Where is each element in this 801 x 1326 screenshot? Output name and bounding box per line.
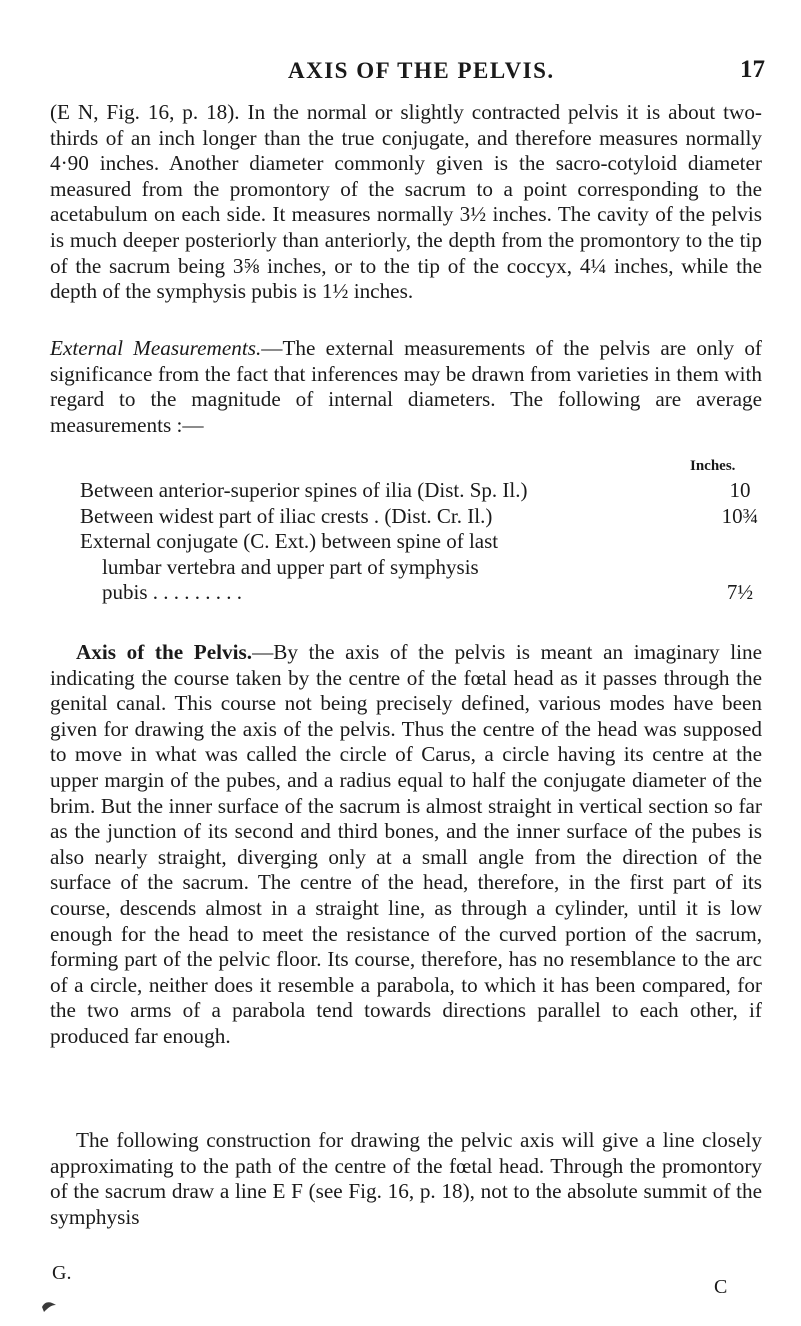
section-heading-axis-of-pelvis: Axis of the Pelvis. — [76, 640, 253, 664]
measurement-row — [80, 529, 770, 606]
paragraph-axis-of-pelvis — [50, 640, 762, 1050]
measurement-row — [80, 478, 770, 504]
fleuron-icon — [40, 1300, 58, 1314]
measurement-label-line: External conjugate (C. Ext.) between spine of last — [80, 529, 499, 554]
paragraph-axis-of-pelvis-body: —By the axis of the pelvis is meant an imaginary line indicating the course taken by the centre of the fœtal head as it passes through the genital canal. This course not being precisely defined, various modes have been given for drawing the axis of the pelvis. Thus the centre of the head was supposed to move in what was called the circle of Carus, a circle having its centre at the upper margin of the pubes, and a radius equal to half the conjugate diameter of the brim. But the inner surface of the sacrum is almost straight in vertical section so far as the junction of its second and third bones, and the inner surface of the pubes is also nearly straight, diverging only at a small angle from the direction of the surface of the sacrum. The centre of the head, therefore, in the first part of its course, descends almost in a straight line, as through a cylinder, until it is low enough for the head to meet the resistance of the curved portion of the sacrum, forming part of the pelvic floor. Its course, therefore, has no resemblance to the arc of a circle, neither does it resemble a parabola, to which it has been compared, for the two arms of a parabola tend towards directions parallel to each other, if produced far enough. — [50, 640, 762, 1048]
paragraph-diameters: (E N, Fig. 16, p. 18). In the normal or slightly contracted pelvis it is about two-thirds of an inch longer than the true conjugate, and therefore measures normally 4·90 inches. Another diameter commonly given is the sacro-cotyloid diameter measured from the promontory of the sacrum to a point corresponding to the acetabulum on each side. It measures normally 3½ inches. The cavity of the pelvis is much deeper posteriorly than anteriorly, the depth from the promontory to the tip of the sacrum being 3⅝ inches, or to the tip of the coccyx, 4¼ inches, while the depth of the symphysis pubis is 1½ inches. — [50, 100, 762, 304]
page-number: 17 — [740, 56, 765, 83]
measurements-table — [80, 478, 770, 606]
running-title: AXIS OF THE PELVIS. — [288, 58, 555, 83]
signature-mark: G. — [52, 1262, 72, 1284]
measurement-row — [80, 504, 770, 530]
paragraph-external-measurements-body: —The external measurements of the pelvis are only of significance from the fact that inferences may be drawn from varieties in them with regard to the magnitude of internal diameters. The following are average measurements :— — [50, 336, 762, 437]
measurement-label: Between widest part of iliac crests . (Dist. Cr. Il.) — [80, 503, 493, 528]
measurement-value: 10 — [729, 478, 751, 502]
measurements-unit-header: Inches. — [690, 458, 736, 474]
section-lead-external-measurements: External Measurements. — [50, 336, 262, 360]
measurement-label-line: pubis . . . . . . . . . — [102, 580, 243, 605]
signature-mark-right: C — [714, 1276, 728, 1298]
measurement-label: Between anterior-superior spines of ilia (Dist. Sp. Il.) — [80, 478, 528, 502]
measurement-label-line: lumbar vertebra and upper part of symphysis — [102, 554, 479, 579]
measurement-value: 7½ — [726, 580, 754, 605]
measurement-label — [80, 529, 635, 606]
paragraph-construction: The following construction for drawing the pelvic axis will give a line closely approximating to the path of the centre of the fœtal head. Through the promontory of the sacrum draw a line E F (see Fig. 16, p. 18), not to the absolute summit of the symphysis — [50, 1128, 762, 1229]
paragraph-external-measurements — [50, 336, 762, 438]
measurement-value: 10¾ — [721, 503, 759, 528]
